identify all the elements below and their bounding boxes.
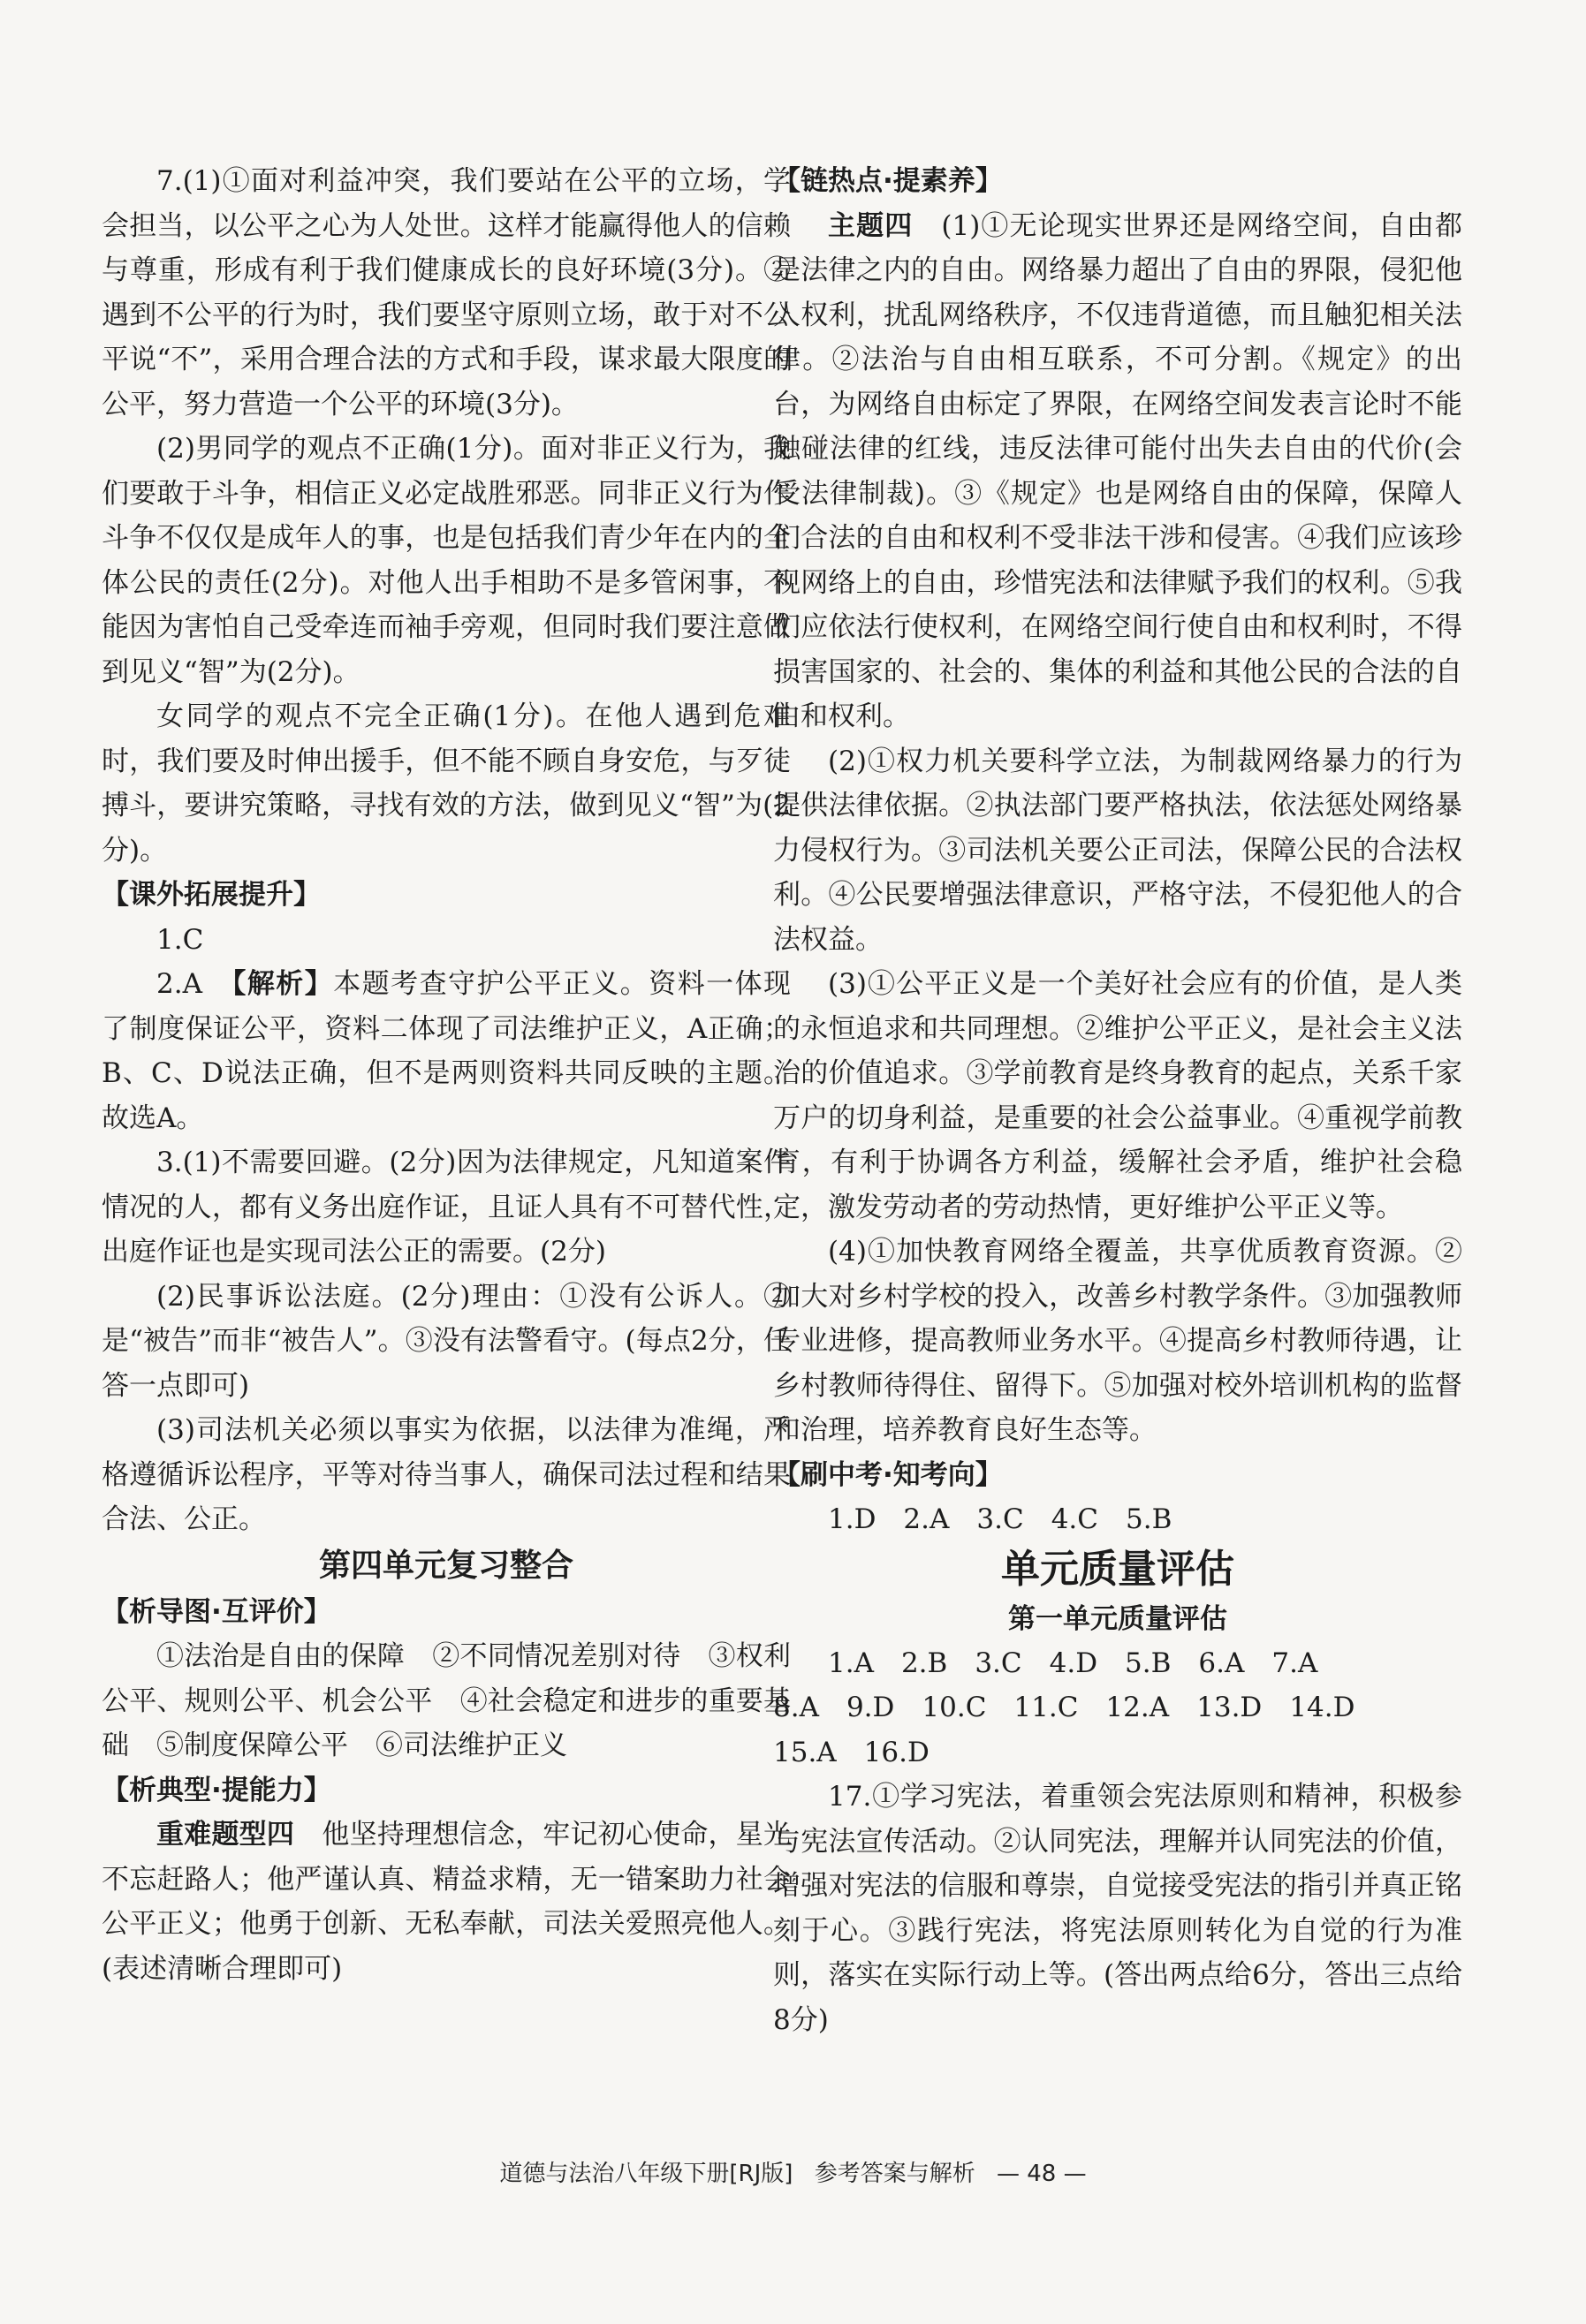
zhuti-part4: (4)①加快教育网络全覆盖，共享优质教育资源。②加大对乡村学校的投入，改善乡村教学条件。③加强教师专业进修，提高教师业务水平。④提高乡村教师待遇，让乡村教师待得住、留得下。⑤加强对校外培训机构的监督和治理，培养教育良好生态等。 <box>773 1236 1462 1446</box>
footer-section: 参考答案与解析 <box>814 2161 975 2187</box>
section-heading-lianredian: 【链热点·提素养】 <box>773 165 1003 197</box>
answer-2-analysis: 本题考查守护公平正义。资料一体现了制度保证公平，资料二体现了司法维护正义，A正确；B、C、D说法正确，但不是两则资料共同反映的主题。故选A。 <box>102 968 792 1134</box>
zhuti-part1 <box>773 204 1462 739</box>
analysis-tag: 【解析】 <box>231 968 334 1000</box>
zhongnan-label: 重难题型四 <box>156 1819 295 1851</box>
answer-3-part2: (2)民事诉讼法庭。(2分)理由：①没有公诉人。②是“被告”而非“被告人”。③没有法警看守。(每点2分，任答一点即可) <box>102 1280 791 1402</box>
unit4-review-title: 第四单元复习整合 <box>318 1547 573 1584</box>
section-heading-xidaotu: 【析导图·互评价】 <box>102 1595 331 1628</box>
answer-q7-part2b: 女同学的观点不完全正确(1分)。在他人遇到危难时，我们要及时伸出援手，但不能不顾自身安危，与歹徒搏斗，要讲究策略，寻找有效的方法，做到见义“智”为(2分)。 <box>102 700 791 867</box>
section-heading-shuazhongkao: 【刷中考·知考向】 <box>773 1458 1003 1491</box>
unit1-answers-line2: 8.A 9.D 10.C 11.C 12.A 13.D 14.D <box>773 1692 1355 1723</box>
zhongnan-text: 他坚持理想信念，牢记初心使命，星光不忘赶路人；他严谨认真、精益求精，无一错案助力社会公平正义；他勇于创新、无私奉献，司法关爱照亮他人。(表述清晰合理即可) <box>102 1819 792 1985</box>
section-heading-xidianxing: 【析典型·提能力】 <box>102 1774 331 1806</box>
zhuti-part3: (3)①公平正义是一个美好社会应有的价值，是人类的永恒追求和共同理想。②维护公平正义，是社会主义法治的价值追求。③学前教育是终身教育的起点，关系千家万户的切身利益，是重要的社会公益事业。④重视学前教育，有利于协调各方利益，缓解社会矛盾，维护社会稳定，激发劳动者的劳动热情，更好维护公平正义等。 <box>773 968 1462 1223</box>
footer-book-title: 道德与法治八年级下册[RJ版] <box>499 2161 793 2187</box>
answer-1: 1.C <box>156 923 204 956</box>
zhuti-part1-text: (1)①无论现实世界还是网络空间，自由都是法律之内的自由。网络暴力超出了自由的界限，侵犯他人权利，扰乱网络秩序，不仅违背道德，而且触犯相关法律。②法治与自由相互联系，不可分割。《规定》的出台，为网络自由标定了界限，在网络空间发表言论时不能触碰法律的红线，违反法律可能付出失去自由的代价(会受法律制裁)。③《规定》也是网络自由的保障，保障人们合法的自由和权利不受非法干涉和侵害。④我们应该珍视网络上的自由，珍惜宪法和法律赋予我们的权利。⑤我们应依法行使权利，在网络空间行使自由和权利时，不得损害国家的、社会的、集体的利益和其他公民的合法的自由和权利。 <box>773 209 1462 732</box>
answer-3-part1: 3.(1)不需要回避。(2分)因为法律规定，凡知道案件情况的人，都有义务出庭作证，且证人具有不可替代性，出庭作证也是实现司法公正的需要。(2分) <box>102 1147 791 1268</box>
quality-assessment-title: 单元质量评估 <box>1001 1546 1234 1592</box>
section-heading-kewai: 【课外拓展提升】 <box>102 879 321 911</box>
answer-2-choice: 2.A <box>156 968 202 1000</box>
unit1-assessment-title: 第一单元质量评估 <box>1008 1602 1227 1635</box>
answer-q7-part2: (2)男同学的观点不正确(1分)。面对非正义行为，我们要敢于斗争，相信正义必定战胜邪恶。同非正义行为作斗争不仅仅是成年人的事，也是包括我们青少年在内的全体公民的责任(2分)。对他人出手相助不是多管闲事，不能因为害怕自己受牵连而袖手旁观，但同时我们要注意做到见义“智”为(2分)。 <box>102 433 791 688</box>
zhuti-part2: (2)①权力机关要科学立法，为制裁网络暴力的行为提供法律依据。②执法部门要严格执法，依法惩处网络暴力侵权行为。③司法机关要公正司法，保障公民的合法权利。④公民要增强法律意识，严格守法，不侵犯他人的合法权益。 <box>773 745 1462 956</box>
answer-3-part3: (3)司法机关必须以事实为依据，以法律为准绳，严格遵循诉讼程序，平等对待当事人，确保司法过程和结果合法、公正。 <box>102 1414 791 1535</box>
answer-q17: 17.①学习宪法，着重领会宪法原则和精神，积极参与宪法宣传活动。②认同宪法，理解并认同宪法的价值，增强对宪法的信服和尊崇，自觉接受宪法的指引并真正铭刻于心。③践行宪法，将宪法原则转化为自觉的行为准则，落实在实际行动上等。(答出两点给6分，答出三点给8分) <box>773 1781 1462 2036</box>
unit1-answers-line3: 15.A 16.D <box>773 1736 930 1768</box>
answer-q7-part1: 7.(1)①面对利益冲突，我们要站在公平的立场，学会担当，以公平之心为人处世。这样才能赢得他人的信赖与尊重，形成有利于我们健康成长的良好环境(3分)。②遇到不公平的行为时，我们要坚守原则立场，敢于对不公平说“不”，采用合理合法的方式和手段，谋求最大限度的公平，努力营造一个公平的环境(3分)。 <box>102 165 791 420</box>
page-number: — 48 — <box>996 2161 1087 2187</box>
zhongkao-answers: 1.D 2.A 3.C 4.C 5.B <box>828 1503 1172 1535</box>
right-column <box>773 159 1462 2042</box>
left-column <box>102 159 791 1991</box>
unit1-answers-line1: 1.A 2.B 3.C 4.D 5.B 6.A 7.A <box>828 1646 1318 1679</box>
page-footer <box>0 2155 1586 2188</box>
zhongnan-answer <box>102 1813 791 1991</box>
zhuti-label: 主题四 <box>828 209 914 242</box>
xidaotu-answers: ①法治是自由的保障 ②不同情况差别对待 ③权利公平、规则公平、机会公平 ④社会稳定和进步的重要基础 ⑤制度保障公平 ⑥司法维护正义 <box>102 1640 791 1761</box>
answer-2 <box>102 962 791 1140</box>
